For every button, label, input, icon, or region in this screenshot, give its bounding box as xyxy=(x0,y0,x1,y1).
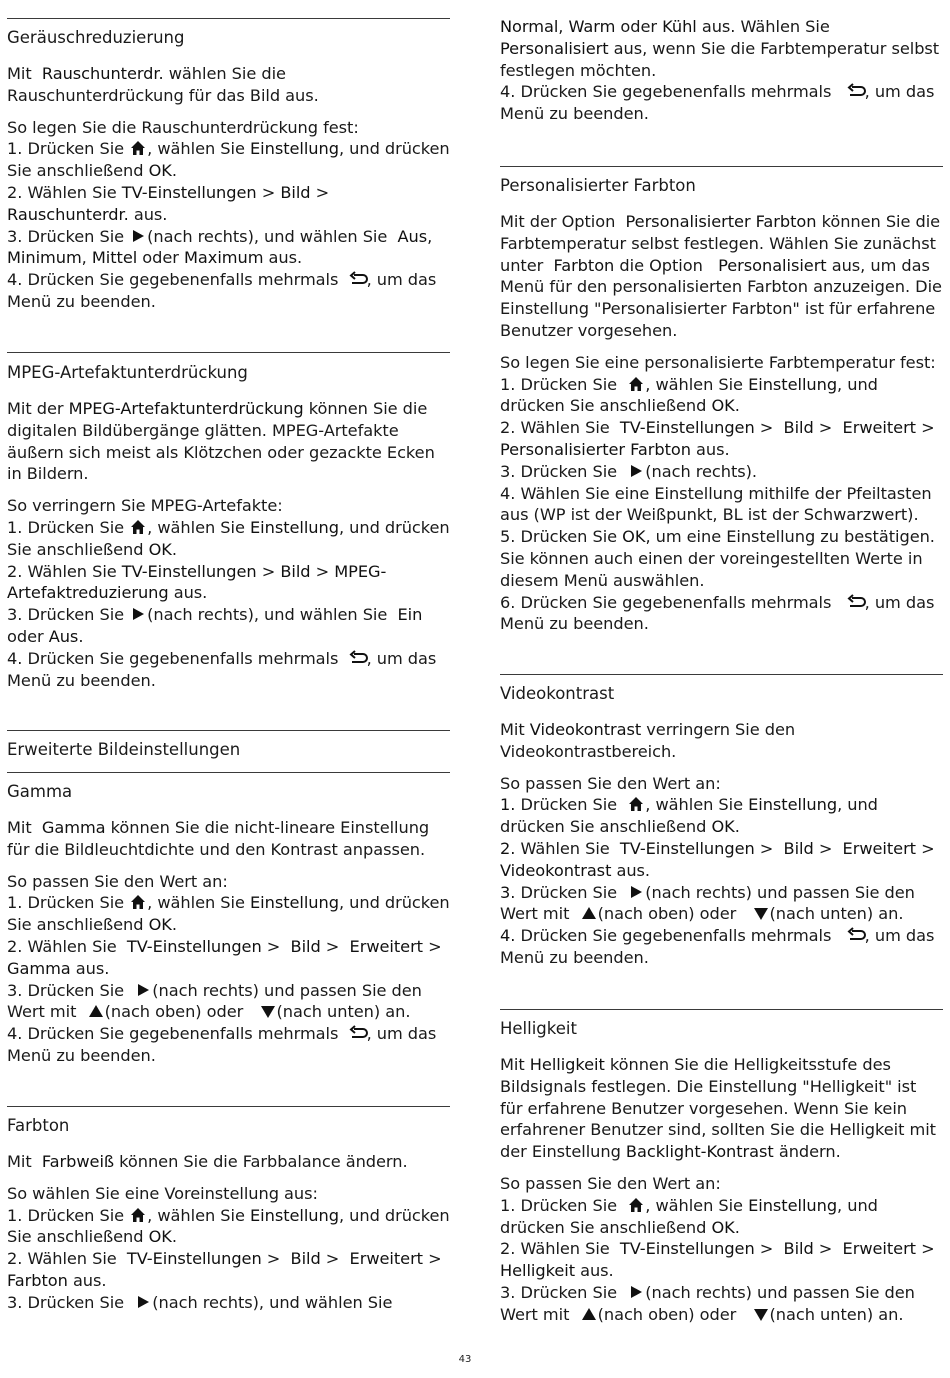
arrow-up-icon xyxy=(580,905,598,921)
section-title: Helligkeit xyxy=(500,1019,577,1038)
step-3: 3. Drücken Sie (nach rechts). xyxy=(500,461,758,481)
arrow-right-icon xyxy=(129,606,147,622)
arrow-right-icon xyxy=(627,463,645,479)
steps-list xyxy=(500,81,943,125)
section-divider xyxy=(7,1106,450,1107)
section-intro: Mit Helligkeit können Sie die Helligkeitsstufe des Bildsignals festlegen. Die Einstellung "Helligkeit" ist für erfahrene Benutzer vorgesehen. Wenn Sie kein erfahrener Benutzer sind, sollten Sie die Helligkeit mit der Einstellung Backlight-Kontrast ändern. xyxy=(500,1055,936,1162)
home-icon xyxy=(129,894,147,910)
section-divider xyxy=(7,730,450,731)
section-divider xyxy=(500,166,943,167)
steps-list xyxy=(7,138,450,312)
arrow-right-icon xyxy=(627,1284,645,1300)
section-intro: Mit Videokontrast verringern Sie den Videokontrastbereich. xyxy=(500,720,796,761)
steps-list xyxy=(500,1195,943,1326)
section-title: Farbton xyxy=(7,1116,70,1135)
step-2: 2. Wählen Sie TV-Einstellungen > Bild > Erweitert > Videokontrast aus. xyxy=(500,838,935,880)
step-5: 5. Drücken Sie OK, um eine Einstellung zu bestätigen. Sie können auch einen der voreingestellten Werte in diesem Menü auswählen. xyxy=(500,527,935,590)
step-2: 2. Wählen Sie TV-Einstellungen > Bild > Erweitert > Personalisierter Farbton aus. xyxy=(500,418,935,459)
section-title: Erweiterte Bildeinstellungen xyxy=(7,740,241,759)
section-intro: Mit der Option Personalisierter Farbton können Sie die Farbtemperatur selbst festlegen. Wählen Sie zunächst unter Farbton die Option Personalisiert aus, um das Menü für den personalisierten Farbton anzuzeigen. Die Einstellung "Personalisierter Farbton" ist für erfahrene Benutzer vorgesehen. xyxy=(500,212,942,340)
step-4: 4. Drücken Sie gegebenenfalls mehrmals , um das Menü zu beenden. xyxy=(7,270,437,311)
steps-list xyxy=(7,1205,450,1314)
section-title: Geräuschreduzierung xyxy=(7,28,185,47)
section-divider xyxy=(500,674,943,675)
step-2: 2. Wählen Sie TV-Einstellungen > Bild > Erweitert > Gamma aus. xyxy=(7,936,442,978)
step-1: 1. Drücken Sie , wählen Sie Einstellung, und drücken Sie anschließend OK. xyxy=(500,374,878,416)
steps-list xyxy=(7,892,450,1066)
section-helligkeit xyxy=(500,1009,943,1326)
arrow-down-icon xyxy=(752,905,770,921)
home-icon xyxy=(627,796,645,812)
arrow-right-icon xyxy=(134,982,152,998)
arrow-right-icon xyxy=(129,228,147,244)
home-icon xyxy=(129,1207,147,1223)
home-icon xyxy=(627,1197,645,1213)
section-divider xyxy=(500,1009,943,1010)
section-intro: Mit Gamma können Sie die nicht-lineare Einstellung für die Bildleuchtdichte und den Kontrast anpassen. xyxy=(7,818,430,859)
step-1: 1. Drücken Sie , wählen Sie Einstellung, und drücken Sie anschließend OK. xyxy=(7,139,450,181)
section-farbton-continued xyxy=(500,16,943,125)
steps-lead: So verringern Sie MPEG-Artefakte: xyxy=(7,496,283,516)
section-title: Videokontrast xyxy=(500,684,615,703)
step-4: 4. Drücken Sie gegebenenfalls mehrmals , um das Menü zu beenden. xyxy=(7,648,437,690)
step-4: 4. Wählen Sie eine Einstellung mithilfe der Pfeiltasten aus (WP ist der Weißpunkt, BL ist der Schwarzwert). xyxy=(500,483,932,525)
step-4: 4. Drücken Sie gegebenenfalls mehrmals , um das Menü zu beenden. xyxy=(500,926,935,967)
section-intro: Mit Rauschunterdr. wählen Sie die Rauschunterdrückung für das Bild aus. xyxy=(7,64,319,105)
arrow-down-icon xyxy=(259,1003,277,1019)
step-3: 3. Drücken Sie (nach rechts) und passen Sie den Wert mit (nach oben) oder (nach unten) an. xyxy=(500,882,915,924)
section-mpeg xyxy=(7,352,450,691)
section-divider xyxy=(7,772,450,773)
steps-lead: So legen Sie eine personalisierte Farbtemperatur fest: xyxy=(500,352,936,372)
section-geraeuschreduzierung xyxy=(7,18,450,313)
back-icon xyxy=(847,927,865,943)
steps-lead: So passen Sie den Wert an: xyxy=(7,871,228,891)
step-1: 1. Drücken Sie , wählen Sie Einstellung, und drücken Sie anschließend OK. xyxy=(7,893,450,935)
step-2: 2. Wählen Sie TV-Einstellungen > Bild > Erweitert > Helligkeit aus. xyxy=(500,1239,935,1281)
continued-text: Normal, Warm oder Kühl aus. Wählen Sie Personalisiert aus, wenn Sie die Farbtemperatur selbst festlegen möchten. xyxy=(500,17,940,80)
step-4: 4. Drücken Sie gegebenenfalls mehrmals , um das Menü zu beenden. xyxy=(7,1024,437,1065)
step-2: 2. Wählen Sie TV-Einstellungen > Bild > Rauschunterdr. aus. xyxy=(7,182,330,224)
section-title: Personalisierter Farbton xyxy=(500,176,696,195)
step-1: 1. Drücken Sie , wählen Sie Einstellung, und drücken Sie anschließend OK. xyxy=(500,795,878,837)
steps-list xyxy=(7,517,450,691)
section-farbton xyxy=(7,1106,450,1314)
section-intro: Mit der MPEG-Artefaktunterdrückung können Sie die digitalen Bildübergänge glätten. MPEG-Artefakte äußern sich meist als Klötzchen oder gezackte Ecken in Bildern. xyxy=(7,399,435,484)
step-3: 3. Drücken Sie (nach rechts), und wählen Sie Ein oder Aus. xyxy=(7,605,423,646)
back-icon xyxy=(847,83,865,99)
arrow-right-icon xyxy=(134,1294,152,1310)
step-1: 1. Drücken Sie , wählen Sie Einstellung, und drücken Sie anschließend OK. xyxy=(7,1205,450,1247)
steps-lead: So legen Sie die Rauschunterdrückung fest: xyxy=(7,117,359,137)
page-number: 43 xyxy=(458,1354,472,1365)
home-icon xyxy=(129,519,147,535)
section-gamma xyxy=(7,772,450,1067)
section-divider xyxy=(7,352,450,353)
steps-lead: So passen Sie den Wert an: xyxy=(500,1173,721,1193)
back-icon xyxy=(847,594,865,610)
step-1: 1. Drücken Sie , wählen Sie Einstellung, und drücken Sie anschließend OK. xyxy=(7,517,450,559)
section-title: Gamma xyxy=(7,782,73,801)
step-3: 3. Drücken Sie (nach rechts), und wählen Sie Aus, Minimum, Mittel oder Maximum aus. xyxy=(7,226,433,268)
home-icon xyxy=(627,376,645,392)
section-divider xyxy=(7,18,450,19)
arrow-up-icon xyxy=(580,1306,598,1322)
step-3: 3. Drücken Sie (nach rechts) und passen Sie den Wert mit (nach oben) oder (nach unten) an. xyxy=(500,1282,915,1324)
step-2: 2. Wählen Sie TV-Einstellungen > Bild > Erweitert > Farbton aus. xyxy=(7,1249,442,1290)
section-intro: Mit Farbweiß können Sie die Farbbalance ändern. xyxy=(7,1152,408,1171)
arrow-down-icon xyxy=(752,1306,770,1322)
arrow-right-icon xyxy=(627,884,645,900)
back-icon xyxy=(349,650,367,666)
step-3: 3. Drücken Sie (nach rechts), und wählen Sie xyxy=(7,1292,393,1312)
section-personalisierter-farbton xyxy=(500,166,943,635)
section-erweiterte-bildeinstellungen xyxy=(7,730,450,761)
step-6: 6. Drücken Sie gegebenenfalls mehrmals , um das Menü zu beenden. xyxy=(500,592,935,634)
steps-lead: So wählen Sie eine Voreinstellung aus: xyxy=(7,1183,318,1203)
back-icon xyxy=(349,271,367,287)
step-2: 2. Wählen Sie TV-Einstellungen > Bild > MPEG-Artefaktreduzierung aus. xyxy=(7,561,387,603)
step-3: 3. Drücken Sie (nach rechts) und passen Sie den Wert mit (nach oben) oder (nach unten) an. xyxy=(7,980,422,1022)
section-videokontrast xyxy=(500,674,943,969)
home-icon xyxy=(129,140,147,156)
steps-list xyxy=(500,374,943,636)
steps-lead: So passen Sie den Wert an: xyxy=(500,773,721,793)
step-4: 4. Drücken Sie gegebenenfalls mehrmals , um das Menü zu beenden. xyxy=(500,82,935,124)
arrow-up-icon xyxy=(87,1003,105,1019)
section-title: MPEG-Artefaktunterdrückung xyxy=(7,363,248,382)
steps-list xyxy=(500,794,943,968)
step-1: 1. Drücken Sie , wählen Sie Einstellung, und drücken Sie anschließend OK. xyxy=(500,1195,878,1237)
back-icon xyxy=(349,1025,367,1041)
